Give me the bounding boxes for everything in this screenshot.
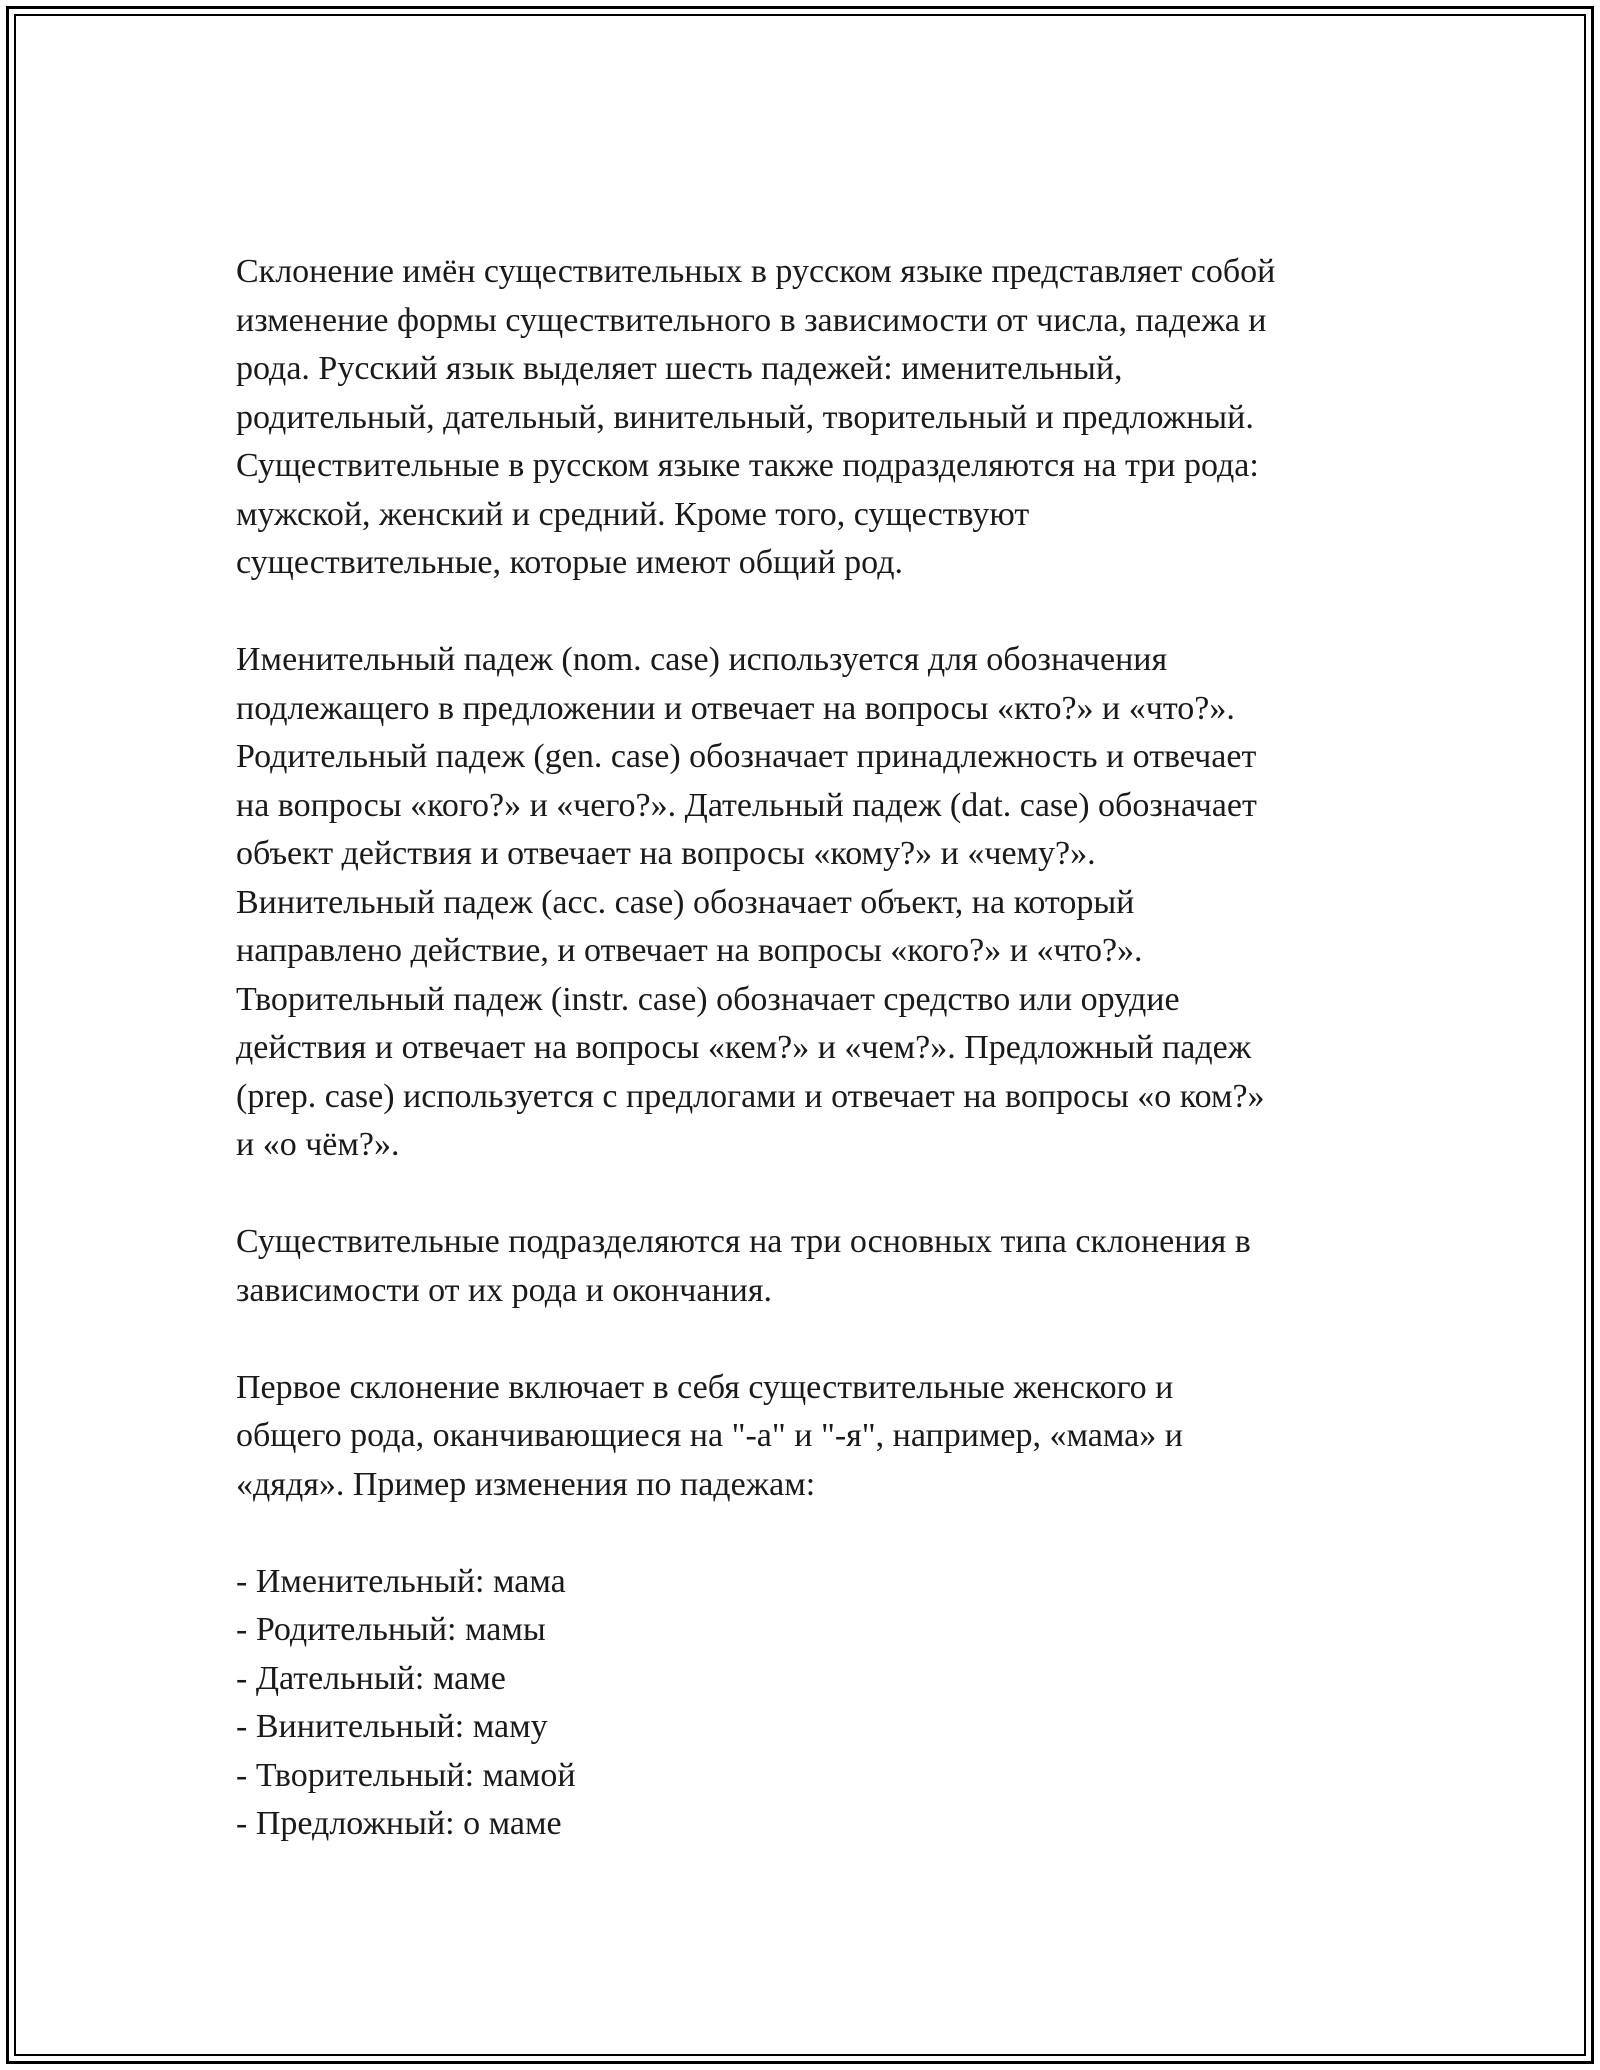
paragraph-cases-description: Именительный падеж (nom. case) используется для обозначения подлежащего в предложении и отвечает на вопросы «кто?» и «что?». Родительный падеж (gen. case) обозначает принадлежность и отвечает на вопросы «кого?» и «чего?». Дательный падеж (dat. case) обозначает объект действия и отвечает на вопросы «кому?» и «чему?». Винительный падеж (acc. case) обозначает объект, на который направлено действие, и отвечает на вопросы «кого?» и «что?». Творительный падеж (instr. case) обозначает средство или орудие действия и отвечает на вопросы «кем?» и «чем?». Предложный падеж (prep. case) используется с предлогами и отвечает на вопросы «о ком?» и «о чём?». (236, 641, 1265, 1163)
list-item: - Предложный: о маме (236, 1805, 562, 1842)
list-item: - Родительный: мамы (236, 1611, 546, 1648)
paragraph-declension-types: Существительные подразделяются на три основных типа склонения в зависимости от их рода и окончания. (236, 1223, 1251, 1309)
case-example-list (236, 1558, 1376, 1849)
list-item: - Дательный: маме (236, 1659, 506, 1697)
list-item: - Творительный: мамой (236, 1756, 576, 1794)
paragraph-declension-intro: Склонение имён существительных в русском языке представляет собой изменение формы существительного в зависимости от числа, падежа и рода. Русский язык выделяет шесть падежей: именительный, родительный, дательный, винительный, творительный и предложный. Существительные в русском языке также подразделяются на три рода: мужской, женский и средний. Кроме того, существуют существительные, которые имеют общий род. (236, 253, 1276, 581)
list-item: - Винительный: маму (236, 1708, 548, 1745)
list-item: - Именительный: мама (236, 1562, 566, 1600)
document-body (236, 248, 1376, 1849)
paragraph-first-declension: Первое склонение включает в себя существительные женского и общего рода, оканчивающиеся на "-а" и "-я", например, «мама» и «дядя». Пример изменения по падежам: (236, 1368, 1183, 1503)
